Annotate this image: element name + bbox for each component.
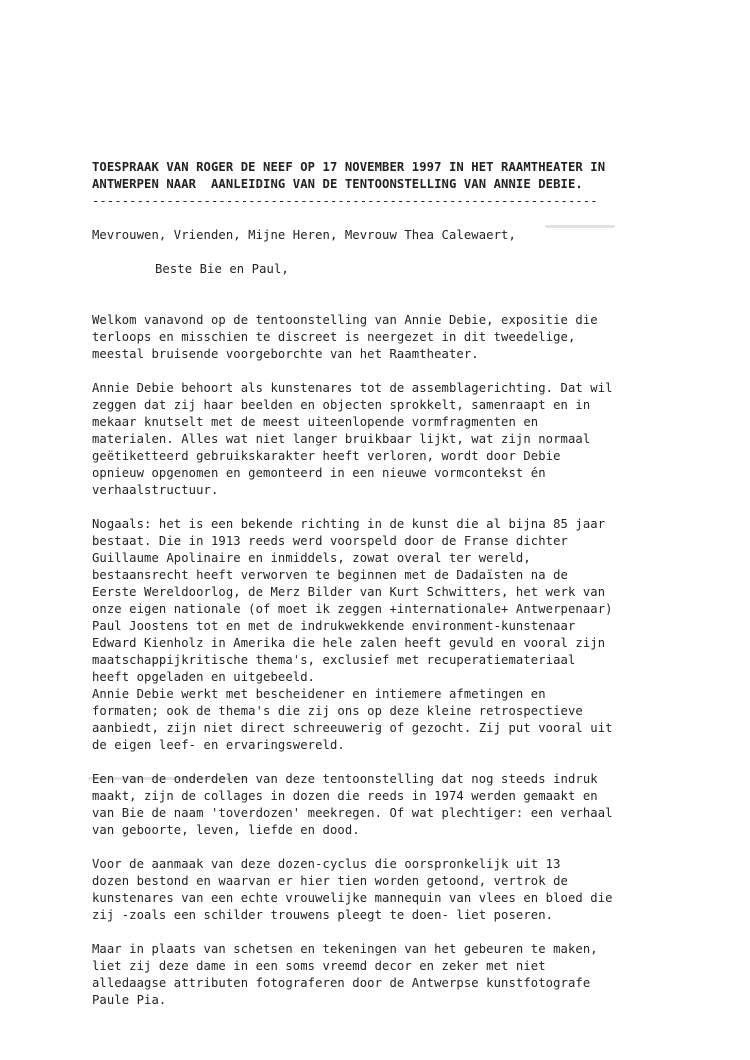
- paragraph-line: Nogaals: het is een bekende richting in de kunst die al bijna 85 jaar: [92, 517, 606, 531]
- paragraph-line: Eerste Wereldoorlog, de Merz Bilder van Kurt Schwitters, het werk van: [92, 585, 606, 599]
- paragraph-line: Een van de onderdelen van deze tentoonstelling dat nog steeds indruk: [92, 772, 598, 786]
- paragraph-line: van geboorte, leven, liefde en dood.: [92, 823, 360, 837]
- title-line-2: ANTWERPEN NAAR AANLEIDING VAN DE TENTOONSTELLING VAN ANNIE DEBIE.: [92, 177, 583, 191]
- paragraph-1: [92, 312, 652, 363]
- paragraph-line: bestaansrecht heeft verworven te beginnen met de Dadaïsten na de: [92, 568, 568, 582]
- paragraph-line: verhaalstructuur.: [92, 483, 219, 497]
- paragraph-line: formaten; ook de thema's die zij ons op deze kleine retrospectieve: [92, 704, 583, 718]
- paragraph-line: maatschappijkritische thema's, exclusief met recuperatiemateriaal: [92, 653, 576, 667]
- speech-text: [92, 159, 652, 1009]
- paragraph-line: maakt, zijn de collages in dozen die reeds in 1974 werden gemaakt en: [92, 789, 598, 803]
- paragraph-line: terloops en misschien te discreet is neergezet in dit tweedelige,: [92, 330, 576, 344]
- title-line-1: TOESPRAAK VAN ROGER DE NEEF OP 17 NOVEMBER 1997 IN HET RAAMTHEATER IN: [92, 160, 606, 174]
- paragraph-5: [92, 856, 652, 924]
- paragraph-6: [92, 941, 652, 1009]
- paragraph-line: Annie Debie behoort als kunstenares tot de assemblagerichting. Dat wil: [92, 381, 613, 395]
- paragraph-line: Guillaume Apolinaire en inmiddels, zowat overal ter wereld,: [92, 551, 531, 565]
- paragraph-2: [92, 380, 652, 499]
- paragraph-line: aanbiedt, zijn niet direct schreeuwerig of gezocht. Zij put vooral uit: [92, 721, 613, 735]
- paragraph-line: opnieuw opgenomen en gemonteerd in een nieuwe vormcontekst én: [92, 466, 546, 480]
- paragraph-line: kunstenares van een echte vrouwelijke mannequin van vlees en bloed die: [92, 891, 613, 905]
- paragraph-line: onze eigen nationale (of moet ik zeggen +internationale+ Antwerpenaar): [92, 602, 613, 616]
- paragraph-3: [92, 516, 652, 754]
- paragraph-line: zeggen dat zij haar beelden en objecten sprokkelt, samenraapt en in: [92, 398, 591, 412]
- paragraph-line: mekaar knutselt met de meest uiteenlopende vormfragmenten en: [92, 415, 539, 429]
- paragraph-line: Voor de aanmaak van deze dozen-cyclus die oorspronkelijk uit 13: [92, 857, 561, 871]
- paragraph-line: alledaagse attributen fotograferen door de Antwerpse kunstfotografe: [92, 976, 591, 990]
- greeting: Beste Bie en Paul,: [155, 262, 289, 276]
- paragraph-line: Paule Pia.: [92, 993, 167, 1007]
- paragraph-line: geëtiketteerd gebruikskarakter heeft verloren, wordt door Debie: [92, 449, 561, 463]
- salutation: Mevrouwen, Vrienden, Mijne Heren, Mevrouw Thea Calewaert,: [92, 228, 516, 242]
- paragraph-line: Maar in plaats van schetsen en tekeningen van het gebeuren te maken,: [92, 942, 598, 956]
- paragraph-line: de eigen leef- en ervaringswereld.: [92, 738, 345, 752]
- paragraph-line: Welkom vanavond op de tentoonstelling van Annie Debie, expositie die: [92, 313, 598, 327]
- paragraph-line: Paul Joostens tot en met de indrukwekkende environment-kunstenaar: [92, 619, 576, 633]
- paragraph-line: liet zij deze dame in een soms vreemd decor en zeker met niet: [92, 959, 546, 973]
- paragraph-line: meestal bruisende voorgeborchte van het Raamtheater.: [92, 347, 479, 361]
- title-underline-rule: --------------------------------------------------------------------: [92, 194, 598, 208]
- paragraph-line: materialen. Alles wat niet langer bruikbaar lijkt, wat zijn normaal: [92, 432, 591, 446]
- paragraph-line: zij -zoals een schilder trouwens pleegt te doen- liet poseren.: [92, 908, 554, 922]
- paragraph-line: bestaat. Die in 1913 reeds werd voorspeld door de Franse dichter: [92, 534, 568, 548]
- paragraph-line: Annie Debie werkt met bescheidener en intiemere afmetingen en: [92, 687, 546, 701]
- paragraph-line: van Bie de naam 'toverdozen' meekregen. Of wat plechtiger: een verhaal: [92, 806, 613, 820]
- paragraph-4: [92, 771, 652, 839]
- paragraph-line: heeft opgeladen en uitgebeeld.: [92, 670, 316, 684]
- paragraph-line: Edward Kienholz in Amerika die hele zalen heeft gevuld en vooral zijn: [92, 636, 606, 650]
- paragraph-line: dozen bestond en waarvan er hier tien worden getoond, vertrok de: [92, 874, 568, 888]
